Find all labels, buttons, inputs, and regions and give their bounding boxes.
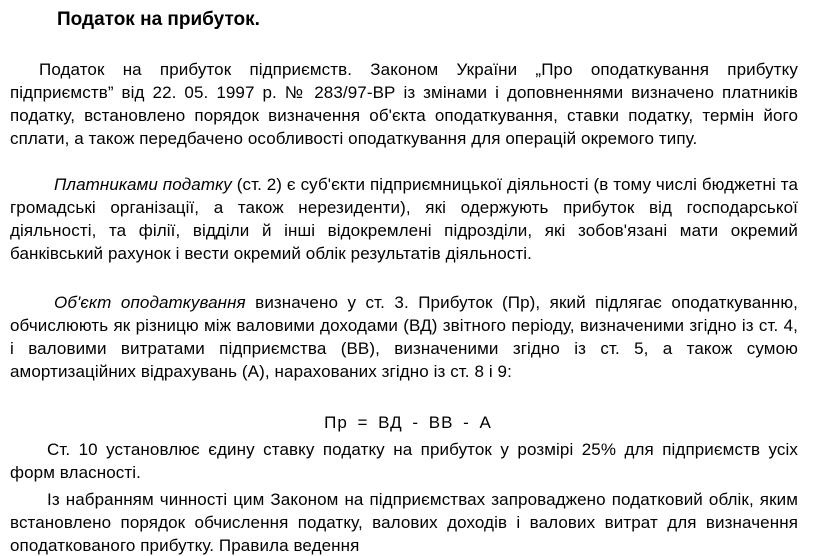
paragraph-taxpayers-text: (ст. 2) є суб'єкти підприємницької діяльності (в тому числі бюджетні та громадські організації, а також нерезиденти), які одержують прибуток від господарської діяльності, та філії, відділи й інші відокремлені підрозділи, які зобов'язані мати окремий банківський рахунок і вести окремий облік результатів діяльності.	[10, 175, 799, 263]
paragraph-tax-object	[10, 291, 798, 383]
paragraph-taxpayers	[10, 173, 798, 265]
paragraph-tax-rate: Ст. 10 установлює єдину ставку податку на прибуток у розмірі 25% для підприємств усіх форм власності.	[10, 440, 798, 482]
paragraph-intro: Податок на прибуток підприємств. Законом України „Про оподаткування прибутку підприємств” від 22. 05. 1997 р. № 283/97-ВР із змінами і доповненнями визначено платників податку, встановлено порядок визначення об'єкта оподаткування, ставки податку, термін його сплати, а також передбачено особливості оподаткування для операцій окремого типу.	[10, 60, 798, 148]
term-tax-object: Об'єкт оподаткування	[54, 293, 246, 312]
document-heading: Податок на прибуток.	[57, 9, 260, 30]
paragraph-tax-object-text: визначено у ст. 3. Прибуток (Пр), який підлягає оподаткуванню, обчислюють як різницю між валовими доходами (ВД) звітного періоду, визначеними згідно із ст. 4, і валовими витратами підприємства (ВВ), визначеними згідно із ст. 5, а також сумою амортизаційних відрахувань (А), нарахованих згідно із ст. 8 і 9:	[10, 293, 798, 381]
term-taxpayers: Платниками податку	[54, 175, 232, 194]
paragraph-tax-accounting	[10, 488, 798, 556]
profit-formula: Пр = ВД - ВВ - А	[324, 413, 492, 432]
paragraph-tax-accounting-text: Із набранням чинності цим Законом на підприємствах запроваджено податковий облік, яким встановлено порядок обчислення податку, валових доходів і валових витрат для визначення оподаткованого прибутку. Правила ведення	[10, 490, 798, 555]
